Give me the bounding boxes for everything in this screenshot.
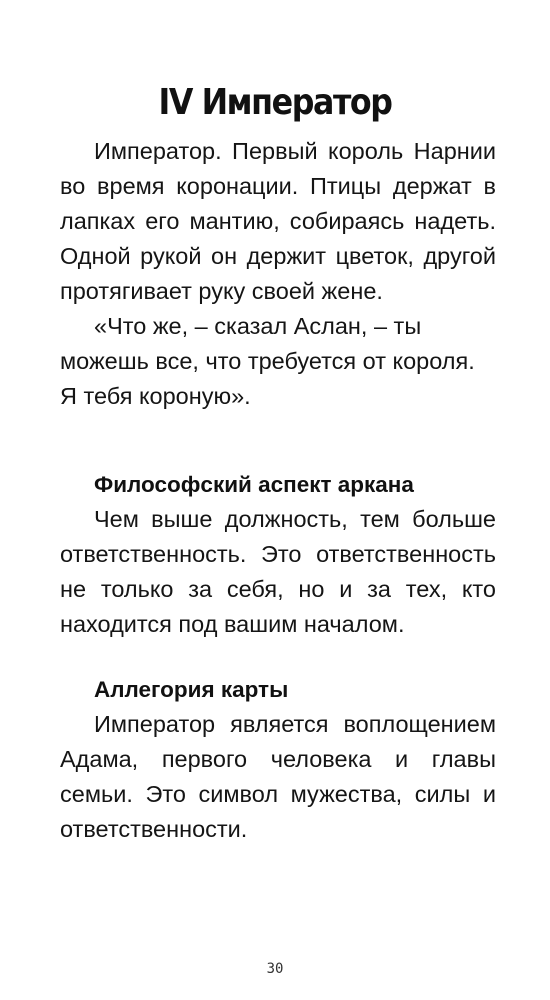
section-heading-allegory: Аллегория карты — [94, 677, 289, 702]
section-text-philosophical: Чем выше должность, тем больше ответственность. Это ответственность не только за себя, но и за тех, кто находится под вашим началом. — [60, 506, 496, 637]
page-title: IV Император — [158, 82, 392, 124]
intro-paragraph-1: Император. Первый король Нарнии во время коронации. Птицы держат в лапках его мантию, собираясь надеть. Одной рукой он держит цветок, другой протягивает руку своей жене. — [60, 138, 496, 304]
section-text-allegory: Император является воплощением Адама, первого человека и главы семьи. Это символ мужества, силы и ответственности. — [60, 711, 496, 842]
section-card-allegory — [60, 672, 496, 847]
section-heading-philosophical: Философский аспект аркана — [94, 472, 414, 497]
section-philosophical-aspect — [60, 467, 496, 642]
intro-block — [60, 134, 496, 414]
intro-paragraph-2-quote: «Что же, – сказал Аслан, – ты можешь все, что требуется от короля. Я тебя короную». — [60, 313, 475, 409]
page-number: 30 — [266, 961, 284, 977]
